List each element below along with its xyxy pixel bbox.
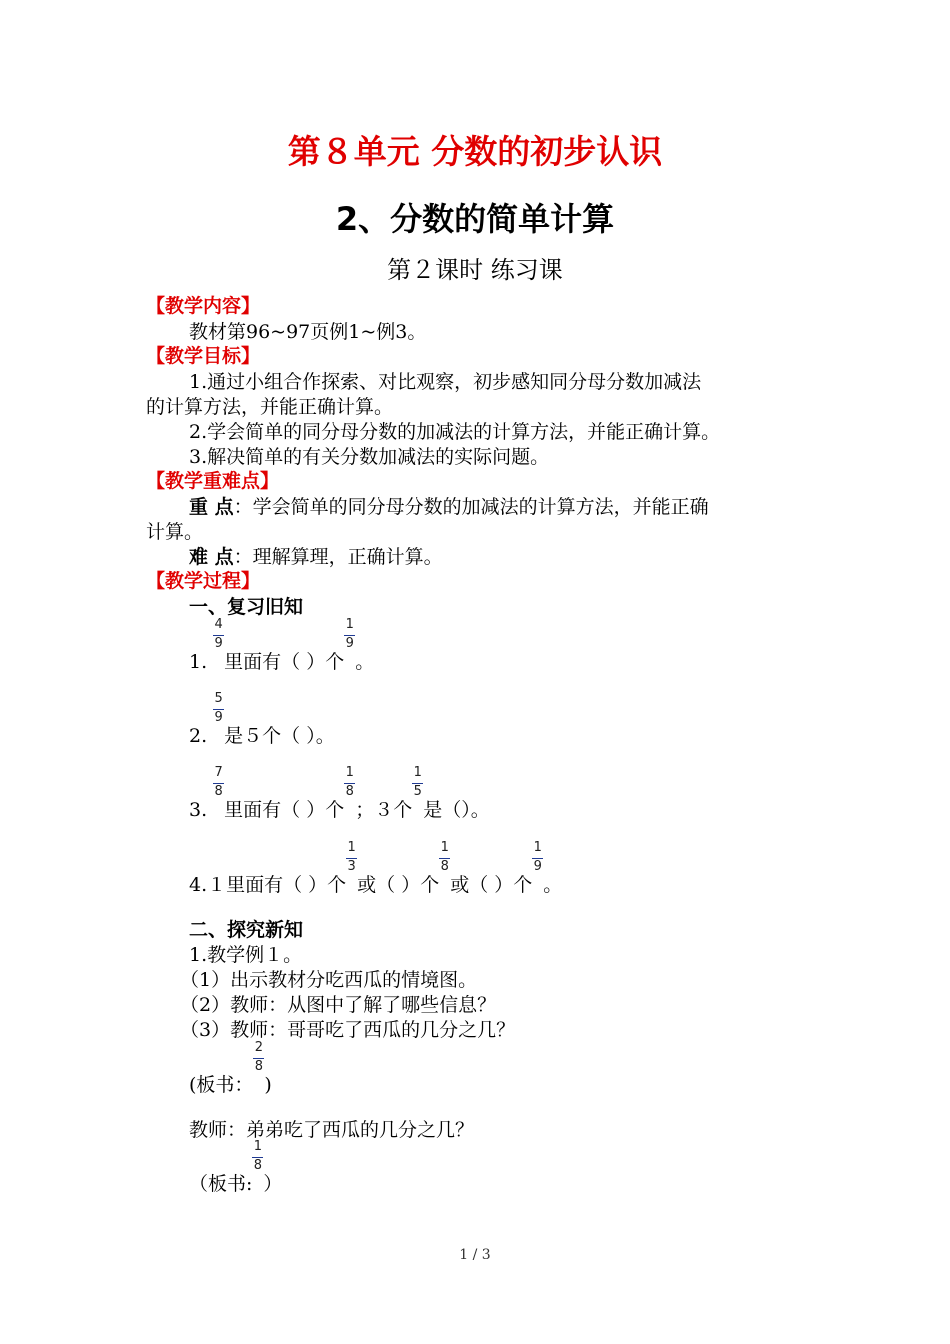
q1-prefix: 1.	[189, 651, 214, 673]
example-1: 1.教学例１。	[189, 944, 303, 966]
fraction-numerator: 1	[440, 840, 449, 855]
fraction-denominator: 9	[214, 636, 223, 651]
example-1-step-1: （1）出示教材分吃西瓜的情境图。	[180, 969, 478, 991]
fraction-numerator: 1	[345, 617, 354, 632]
keypoints-header: 【教学重难点】	[146, 470, 280, 492]
fraction-numerator: 1	[345, 765, 354, 780]
q4-middle: 或（ ）个	[357, 874, 440, 896]
example-1-step-3: （3）教师：哥哥吃了西瓜的几分之几？	[180, 1019, 516, 1041]
fraction-numerator: 1	[413, 765, 422, 780]
q3-prefix: 3.	[189, 799, 214, 821]
fraction-numerator: 7	[214, 765, 223, 780]
fraction-numerator: 2	[254, 1040, 264, 1055]
board-note-1	[189, 1040, 272, 1098]
board-2-end: ）	[263, 1173, 283, 1195]
fraction	[252, 1139, 263, 1190]
review-q4	[189, 840, 563, 898]
focus-text: ：学会简单的同分母分数的加减法的计算方法，并能正确	[233, 496, 709, 518]
goal-1a: 1.通过小组合作探索、对比观察，初步感知同分母分数加减法	[189, 371, 702, 393]
fraction	[439, 840, 450, 891]
fraction-numerator: 1	[253, 1139, 263, 1154]
fraction-numerator: 1	[347, 840, 356, 855]
fraction-numerator: 1	[533, 840, 542, 855]
board-1-end: )	[264, 1074, 272, 1096]
q1-end: 。	[355, 651, 375, 673]
q4-part: 或（ ）个	[450, 874, 533, 896]
fraction	[253, 1040, 264, 1091]
fraction	[344, 617, 355, 668]
section-review: 一、复习旧知	[189, 596, 304, 618]
goal-2: 2.学会简单的同分母分数的加减法的计算方法，并能正确计算。	[189, 421, 721, 443]
fraction-denominator: 3	[347, 859, 356, 874]
fraction	[344, 765, 355, 816]
q3-part: ；３个	[355, 799, 413, 821]
difficulty-label: 难 点	[189, 546, 234, 568]
fraction	[213, 765, 224, 816]
q2-text: 是５个（ ）。	[224, 725, 335, 747]
review-q1	[189, 617, 375, 675]
goal-3: 3.解决简单的有关分数加减法的实际问题。	[189, 446, 550, 468]
q2-prefix: 2.	[189, 725, 214, 747]
review-q3	[189, 765, 490, 823]
review-q2	[189, 691, 335, 749]
focus-label: 重 点	[189, 496, 234, 518]
fraction-denominator: 8	[345, 784, 354, 799]
q4-end: 。	[543, 874, 563, 896]
fraction-denominator: 8	[440, 859, 449, 874]
fraction	[213, 617, 224, 668]
goal-1b: 的计算方法，并能正确计算。	[146, 396, 394, 418]
q3-middle: 里面有（ ）个	[224, 799, 345, 821]
fraction	[532, 840, 543, 891]
difficulty-line	[189, 544, 443, 570]
goals-header: 【教学目标】	[146, 345, 261, 367]
process-header: 【教学过程】	[146, 570, 261, 592]
focus-line-cont: 计算。	[146, 521, 204, 543]
page-number: 1 / 3	[459, 1247, 491, 1263]
example-1-step-2: （2）教师：从图中了解了哪些信息？	[180, 994, 497, 1016]
fraction-denominator: 9	[533, 859, 542, 874]
board-1-prefix: (板书：	[189, 1074, 254, 1096]
board-note-2	[189, 1139, 283, 1197]
fraction	[346, 840, 357, 891]
fraction-denominator: 9	[345, 636, 354, 651]
board-2-prefix: （板书:	[189, 1173, 253, 1195]
fraction	[213, 691, 224, 742]
fraction-denominator: 8	[214, 784, 223, 799]
unit-title: 第８单元 分数的初步认识	[287, 132, 663, 171]
fraction-denominator: 9	[214, 710, 223, 725]
lesson-subtitle: 第２课时 练习课	[387, 256, 563, 284]
fraction-denominator: 8	[254, 1059, 264, 1074]
teacher-question-2: 教师：弟弟吃了西瓜的几分之几？	[189, 1119, 475, 1141]
fraction-denominator: 8	[253, 1158, 263, 1173]
lesson-title: 2、分数的简单计算	[335, 200, 615, 238]
fraction-denominator: 5	[413, 784, 422, 799]
section-explore: 二、探究新知	[189, 919, 304, 941]
q1-middle: 里面有（ ）个	[224, 651, 345, 673]
fraction-numerator: 5	[214, 691, 223, 706]
fraction-numerator: 4	[214, 617, 223, 632]
content-header: 【教学内容】	[146, 295, 261, 317]
q4-prefix: 4.１里面有（ ）个	[189, 874, 347, 896]
content-line: 教材第96~97页例1~例3。	[189, 321, 427, 343]
fraction	[412, 765, 423, 816]
focus-line	[189, 494, 709, 520]
q3-end: 是（）。	[423, 799, 490, 821]
difficulty-text: ：理解算理，正确计算。	[233, 546, 443, 568]
